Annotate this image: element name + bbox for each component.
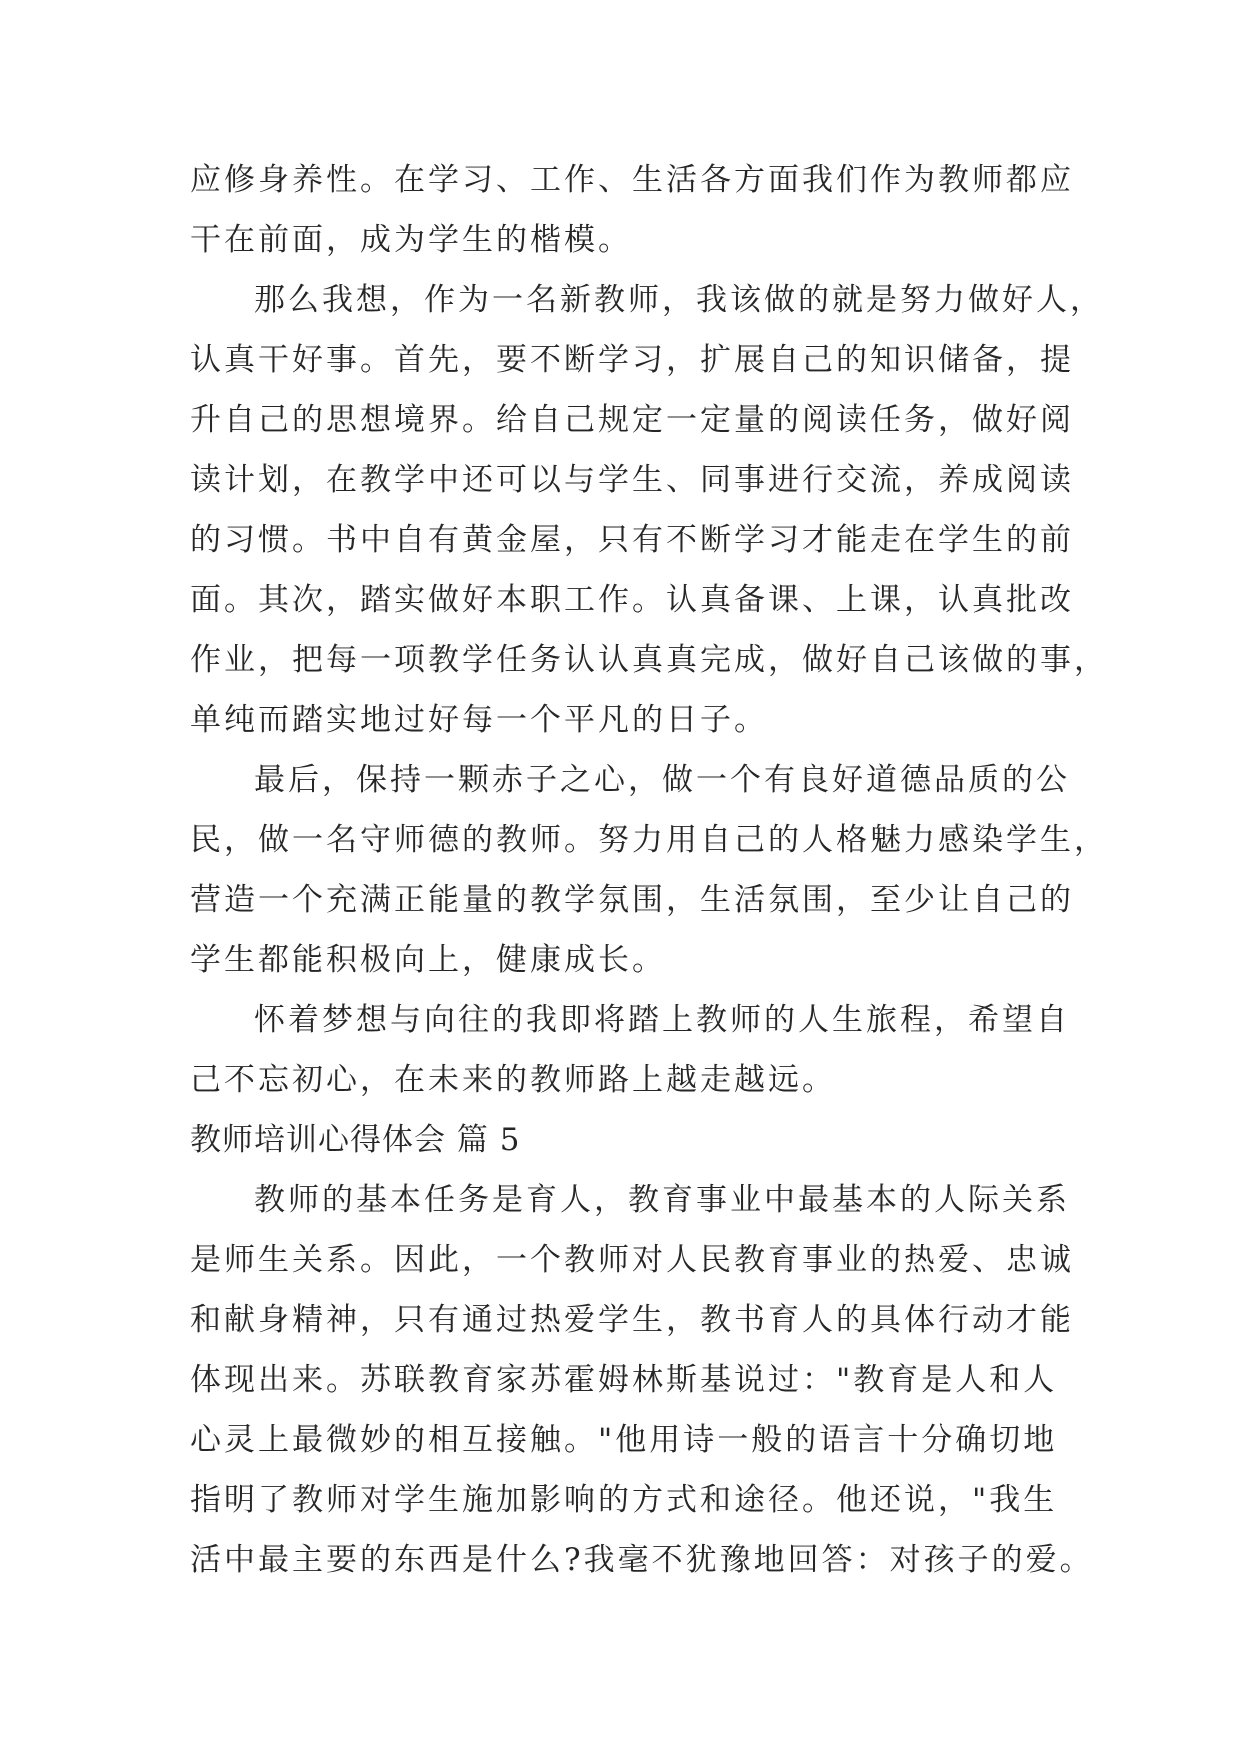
paragraph	[190, 270, 1108, 750]
text-line: 己不忘初心，在未来的教师路上越走越远。	[190, 1062, 836, 1098]
text-line: 最后，保持一颗赤子之心，做一个有良好道德品质的公	[254, 762, 1070, 798]
text-line: 认真干好事。首先，要不断学习，扩展自己的知识储备，提	[190, 342, 1074, 378]
paragraph	[190, 150, 1074, 270]
text-line: 体现出来。苏联教育家苏霍姆林斯基说过："教育是人和人	[190, 1362, 1058, 1398]
text-line: 营造一个充满正能量的教学氛围，生活氛围，至少让自己的	[190, 882, 1074, 918]
text-line: 学生都能积极向上，健康成长。	[190, 942, 666, 978]
text-line: 干在前面，成为学生的楷模。	[190, 222, 632, 258]
text-line: 是师生关系。因此，一个教师对人民教育事业的热爱、忠诚	[190, 1242, 1074, 1278]
text-line: 活中最主要的东西是什么?我毫不犹豫地回答：对孩子的爱。	[190, 1542, 1094, 1578]
paragraph	[190, 750, 1108, 990]
text-line: 面。其次，踏实做好本职工作。认真备课、上课，认真批改	[190, 582, 1074, 618]
paragraph	[190, 990, 1070, 1110]
text-line: 应修身养性。在学习、工作、生活各方面我们作为教师都应	[190, 162, 1074, 198]
document-page	[190, 150, 1108, 1590]
text-line: 和献身精神，只有通过热爱学生，教书育人的具体行动才能	[190, 1302, 1074, 1338]
text-line: 升自己的思想境界。给自己规定一定量的阅读任务，做好阅	[190, 402, 1074, 438]
text-line: 读计划，在教学中还可以与学生、同事进行交流，养成阅读	[190, 462, 1074, 498]
paragraph	[190, 1170, 1094, 1590]
text-line: 教师的基本任务是育人，教育事业中最基本的人际关系	[254, 1182, 1070, 1218]
text-line: 指明了教师对学生施加影响的方式和途径。他还说，"我生	[190, 1482, 1058, 1518]
text-line: 作业，把每一项教学任务认认真真完成，做好自己该做的事，	[190, 642, 1108, 678]
section-heading	[190, 1110, 1070, 1170]
text-line: 民，做一名守师德的教师。努力用自己的人格魅力感染学生，	[190, 822, 1108, 858]
text-line: 单纯而踏实地过好每一个平凡的日子。	[190, 702, 768, 738]
section-title: 教师培训心得体会 篇 5	[190, 1122, 521, 1158]
text-line: 怀着梦想与向往的我即将踏上教师的人生旅程，希望自	[254, 1002, 1070, 1038]
text-line: 心灵上最微妙的相互接触。"他用诗一般的语言十分确切地	[190, 1422, 1058, 1458]
text-line: 的习惯。书中自有黄金屋，只有不断学习才能走在学生的前	[190, 522, 1074, 558]
text-line: 那么我想，作为一名新教师，我该做的就是努力做好人，	[254, 282, 1104, 318]
